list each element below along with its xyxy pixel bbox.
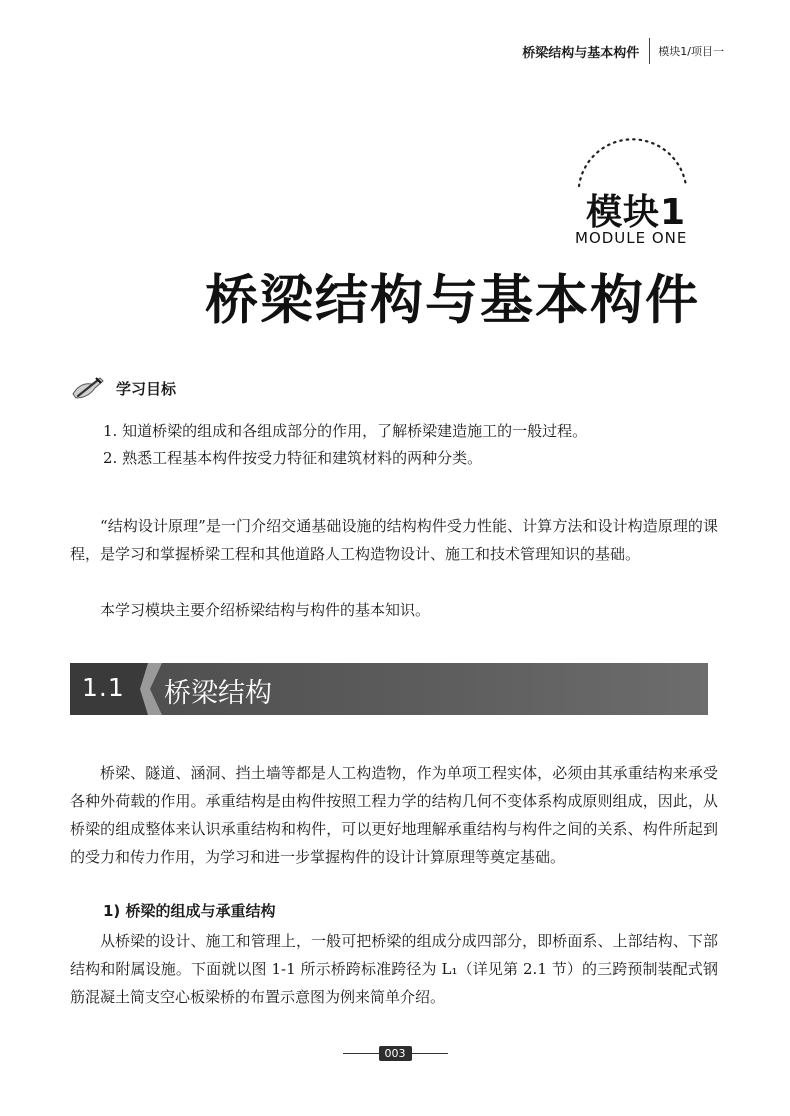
objectives-list <box>103 418 587 472</box>
dotted-arc-ornament <box>575 128 690 188</box>
section-title: 桥梁结构 <box>164 678 272 709</box>
page-number: 003 <box>379 1046 412 1061</box>
objective-item: 1. 知道桥梁的组成和各组成部分的作用，了解桥梁建造施工的一般过程。 <box>103 422 588 440</box>
objectives-title: 学习目标 <box>116 379 177 398</box>
module-label-en: MODULE ONE <box>575 229 688 247</box>
intro-paragraph: “结构设计原理”是一门介绍交通基础设施的结构构件受力性能、计算方法和设计构造原理的课程，是学习和掌握桥梁工程和其他道路人工构造物设计、施工和技术管理知识的基础。 <box>70 517 718 563</box>
subsection-paragraph: 从桥梁的设计、施工和管理上，一般可把桥梁的组成分成四部分，即桥面系、上部结构、下部结构和附属设施。下面就以图 1-1 所示桥跨标准跨径为 L₁（详见第 2.1 节）的三跨预制装配式钢筋混凝土简支空心板梁桥的布置示意图为例来简单介绍。 <box>70 932 718 1006</box>
section-heading-bar <box>70 663 708 715</box>
intro-paragraph: 本学习模块主要介绍桥梁结构与构件的基本知识。 <box>100 601 431 619</box>
objectives-heading <box>70 374 176 402</box>
subsection-heading: 1) 桥梁的组成与承重结构 <box>103 902 276 920</box>
folio-rule-left <box>343 1053 379 1054</box>
chevron-left-icon <box>140 663 162 715</box>
running-head-book-title: 桥梁结构与基本构件 <box>522 45 640 61</box>
section-paragraph: 桥梁、隧道、涵洞、挡土墙等都是人工构造物，作为单项工程实体，必须由其承重结构来承受各种外荷载的作用。承重结构是由构件按照工程力学的结构几何不变体系构成原则组成，因此，从桥梁的组成整体来认识承重结构和构件，可以更好地理解承重结构与构件之间的关系、构件所起到的受力和传力作用，为学习和进一步掌握构件的设计计算原理等奠定基础。 <box>70 764 718 866</box>
running-head <box>522 40 724 62</box>
page-number-footer <box>0 1046 790 1061</box>
pencil-icon <box>70 374 106 402</box>
module-label: 模块1 <box>585 192 686 233</box>
folio-rule-right <box>412 1053 448 1054</box>
section-number: 1.1 <box>82 673 125 702</box>
module-title: 桥梁结构与基本构件 <box>205 270 700 331</box>
objective-item: 2. 熟悉工程基本构件按受力特征和建筑材料的两种分类。 <box>103 449 483 467</box>
running-head-section: 模块1/项目一 <box>658 45 724 58</box>
